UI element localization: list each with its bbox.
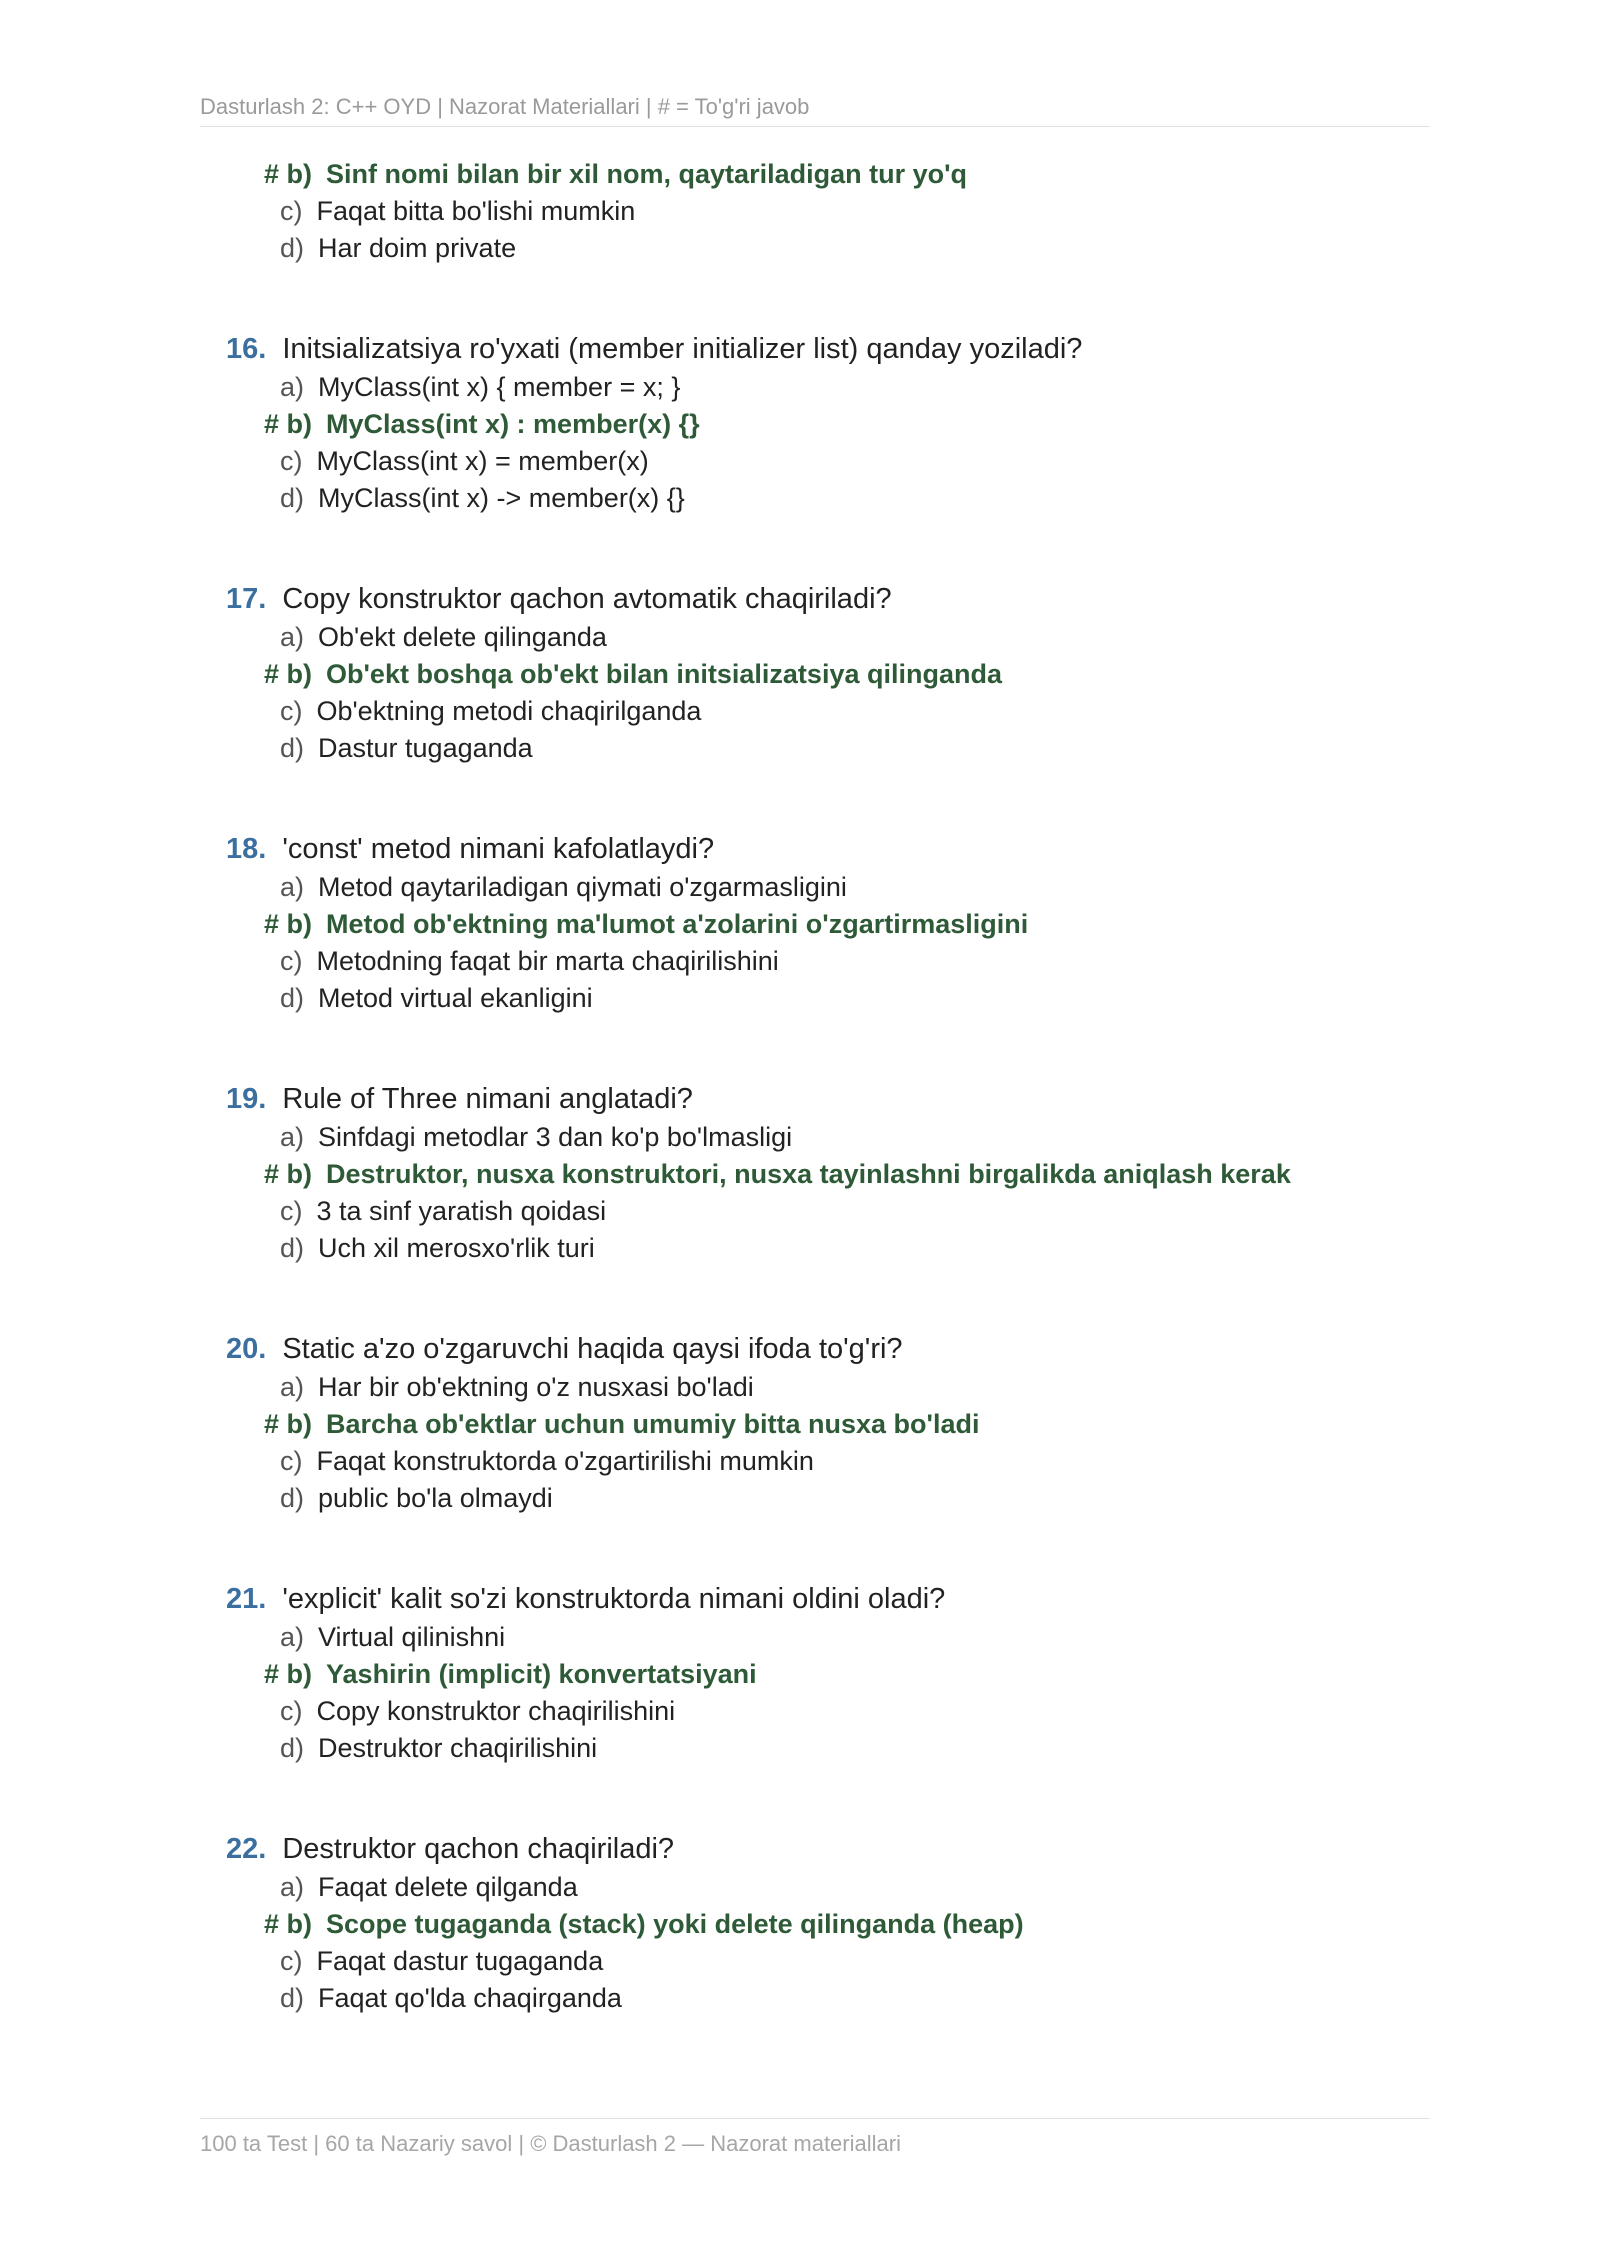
- option-c: [200, 1443, 1430, 1480]
- option-text: Yashirin (implicit) konvertatsiyani: [326, 1659, 757, 1689]
- question-title: [200, 329, 1430, 369]
- option-letter: c): [280, 1696, 303, 1726]
- question-22: [200, 1829, 1430, 2017]
- question-title: [200, 1079, 1430, 1119]
- option-text: Barcha ob'ektlar uchun umumiy bitta nusxa bo'ladi: [326, 1409, 980, 1439]
- question-text: Copy konstruktor qachon avtomatik chaqiriladi?: [282, 583, 892, 615]
- page-header: Dasturlash 2: C++ OYD | Nazorat Materiallari | # = To'g'ri javob: [200, 94, 1430, 127]
- option-text: MyClass(int x) : member(x) {}: [326, 409, 700, 439]
- option-text: 3 ta sinf yaratish qoidasi: [316, 1196, 607, 1226]
- option-text: Faqat qo'lda chaqirganda: [318, 1983, 622, 2013]
- question-text: Initsializatsiya ro'yxati (member initializer list) qanday yoziladi?: [282, 333, 1083, 365]
- option-letter: c): [280, 446, 303, 476]
- question-text: Static a'zo o'zgaruvchi haqida qaysi ifoda to'g'ri?: [282, 1333, 903, 1365]
- question-number: 17.: [226, 583, 267, 615]
- option-letter: a): [280, 1122, 305, 1152]
- question-17: [200, 579, 1430, 767]
- option-letter: d): [280, 233, 305, 263]
- option-letter: d): [280, 733, 305, 763]
- question-15-continuation: [200, 156, 1430, 267]
- question-number: 19.: [226, 1083, 267, 1115]
- question-title: [200, 1829, 1430, 1869]
- option-d: [200, 1480, 1430, 1517]
- option-a: [200, 619, 1430, 656]
- option-text: Metod qaytariladigan qiymati o'zgarmasligini: [318, 872, 847, 902]
- option-text: Metodning faqat bir marta chaqirilishini: [316, 946, 779, 976]
- option-d: [200, 1230, 1430, 1267]
- question-number: 18.: [226, 833, 267, 865]
- option-text: MyClass(int x) { member = x; }: [318, 372, 681, 402]
- option-c: [200, 1193, 1430, 1230]
- question-21: [200, 1579, 1430, 1767]
- option-text: Destruktor, nusxa konstruktori, nusxa tayinlashni birgalikda aniqlash kerak: [326, 1159, 1291, 1189]
- option-text: Faqat delete qilganda: [318, 1872, 578, 1902]
- question-list: [200, 156, 1430, 2079]
- option-a: [200, 369, 1430, 406]
- option-letter: c): [280, 1446, 303, 1476]
- option-d: [200, 230, 1430, 267]
- question-text: 'explicit' kalit so'zi konstruktorda nimani oldini oladi?: [282, 1583, 946, 1615]
- question-title: [200, 1329, 1430, 1369]
- option-b-correct: [200, 156, 1430, 193]
- option-text: Faqat bitta bo'lishi mumkin: [316, 196, 636, 226]
- question-text: Rule of Three nimani anglatadi?: [282, 1083, 693, 1115]
- option-d: [200, 980, 1430, 1017]
- option-letter: c): [280, 696, 303, 726]
- option-letter: # b): [264, 1409, 313, 1439]
- option-c: [200, 943, 1430, 980]
- option-text: Copy konstruktor chaqirilishini: [316, 1696, 676, 1726]
- option-letter: # b): [264, 1159, 313, 1189]
- question-number: 16.: [226, 333, 267, 365]
- option-letter: d): [280, 983, 305, 1013]
- option-letter: # b): [264, 1909, 313, 1939]
- option-text: Scope tugaganda (stack) yoki delete qilinganda (heap): [326, 1909, 1024, 1939]
- option-a: [200, 869, 1430, 906]
- option-letter: d): [280, 1733, 305, 1763]
- option-text: Har doim private: [318, 233, 517, 263]
- option-letter: c): [280, 1946, 303, 1976]
- option-d: [200, 480, 1430, 517]
- option-letter: d): [280, 483, 305, 513]
- option-letter: # b): [264, 909, 313, 939]
- option-text: MyClass(int x) = member(x): [316, 446, 649, 476]
- option-text: public bo'la olmaydi: [318, 1483, 553, 1513]
- option-text: Faqat dastur tugaganda: [316, 1946, 604, 1976]
- option-d: [200, 1980, 1430, 2017]
- question-title: [200, 1579, 1430, 1619]
- option-d: [200, 1730, 1430, 1767]
- option-letter: a): [280, 622, 305, 652]
- option-a: [200, 1869, 1430, 1906]
- option-letter: a): [280, 372, 305, 402]
- option-letter: # b): [264, 659, 313, 689]
- option-text: Faqat konstruktorda o'zgartirilishi mumkin: [316, 1446, 814, 1476]
- option-letter: a): [280, 1622, 305, 1652]
- option-letter: c): [280, 946, 303, 976]
- question-title: [200, 579, 1430, 619]
- question-text: Destruktor qachon chaqiriladi?: [282, 1833, 675, 1865]
- option-d: [200, 730, 1430, 767]
- option-letter: d): [280, 1233, 305, 1263]
- question-title: [200, 829, 1430, 869]
- option-b-correct: [200, 656, 1430, 693]
- option-b-correct: [200, 1906, 1430, 1943]
- option-c: [200, 193, 1430, 230]
- option-text: Ob'ektning metodi chaqirilganda: [316, 696, 702, 726]
- option-text: Uch xil merosxo'rlik turi: [318, 1233, 595, 1263]
- option-text: Sinf nomi bilan bir xil nom, qaytariladigan tur yo'q: [326, 159, 968, 189]
- option-text: Virtual qilinishni: [318, 1622, 506, 1652]
- option-letter: a): [280, 872, 305, 902]
- question-19: [200, 1079, 1430, 1267]
- option-letter: d): [280, 1983, 305, 2013]
- option-text: Metod ob'ektning ma'lumot a'zolarini o'zgartirmasligini: [326, 909, 1029, 939]
- option-b-correct: [200, 406, 1430, 443]
- option-text: Ob'ekt boshqa ob'ekt bilan initsializatsiya qilinganda: [326, 659, 1002, 689]
- option-b-correct: [200, 1406, 1430, 1443]
- option-text: Destruktor chaqirilishini: [318, 1733, 598, 1763]
- question-16: [200, 329, 1430, 517]
- option-letter: c): [280, 1196, 303, 1226]
- question-number: 21.: [226, 1583, 267, 1615]
- question-text: 'const' metod nimani kafolatlaydi?: [282, 833, 715, 865]
- option-letter: d): [280, 1483, 305, 1513]
- option-c: [200, 1943, 1430, 1980]
- option-text: MyClass(int x) -> member(x) {}: [318, 483, 685, 513]
- option-a: [200, 1369, 1430, 1406]
- option-a: [200, 1619, 1430, 1656]
- option-a: [200, 1119, 1430, 1156]
- option-c: [200, 443, 1430, 480]
- option-c: [200, 1693, 1430, 1730]
- option-text: Metod virtual ekanligini: [318, 983, 593, 1013]
- question-number: 20.: [226, 1333, 267, 1365]
- option-b-correct: [200, 906, 1430, 943]
- option-letter: # b): [264, 159, 313, 189]
- option-text: Sinfdagi metodlar 3 dan ko'p bo'lmasligi: [318, 1122, 793, 1152]
- option-letter: # b): [264, 409, 313, 439]
- option-letter: c): [280, 196, 303, 226]
- option-b-correct: [200, 1656, 1430, 1693]
- question-20: [200, 1329, 1430, 1517]
- option-text: Har bir ob'ektning o'z nusxasi bo'ladi: [318, 1372, 754, 1402]
- option-text: Dastur tugaganda: [318, 733, 533, 763]
- option-c: [200, 693, 1430, 730]
- option-letter: a): [280, 1872, 305, 1902]
- option-letter: # b): [264, 1659, 313, 1689]
- option-letter: a): [280, 1372, 305, 1402]
- question-18: [200, 829, 1430, 1017]
- question-number: 22.: [226, 1833, 267, 1865]
- page-footer: 100 ta Test | 60 ta Nazariy savol | © Dasturlash 2 — Nazorat materiallari: [200, 2118, 1430, 2157]
- option-text: Ob'ekt delete qilinganda: [318, 622, 607, 652]
- option-b-correct: [200, 1156, 1430, 1193]
